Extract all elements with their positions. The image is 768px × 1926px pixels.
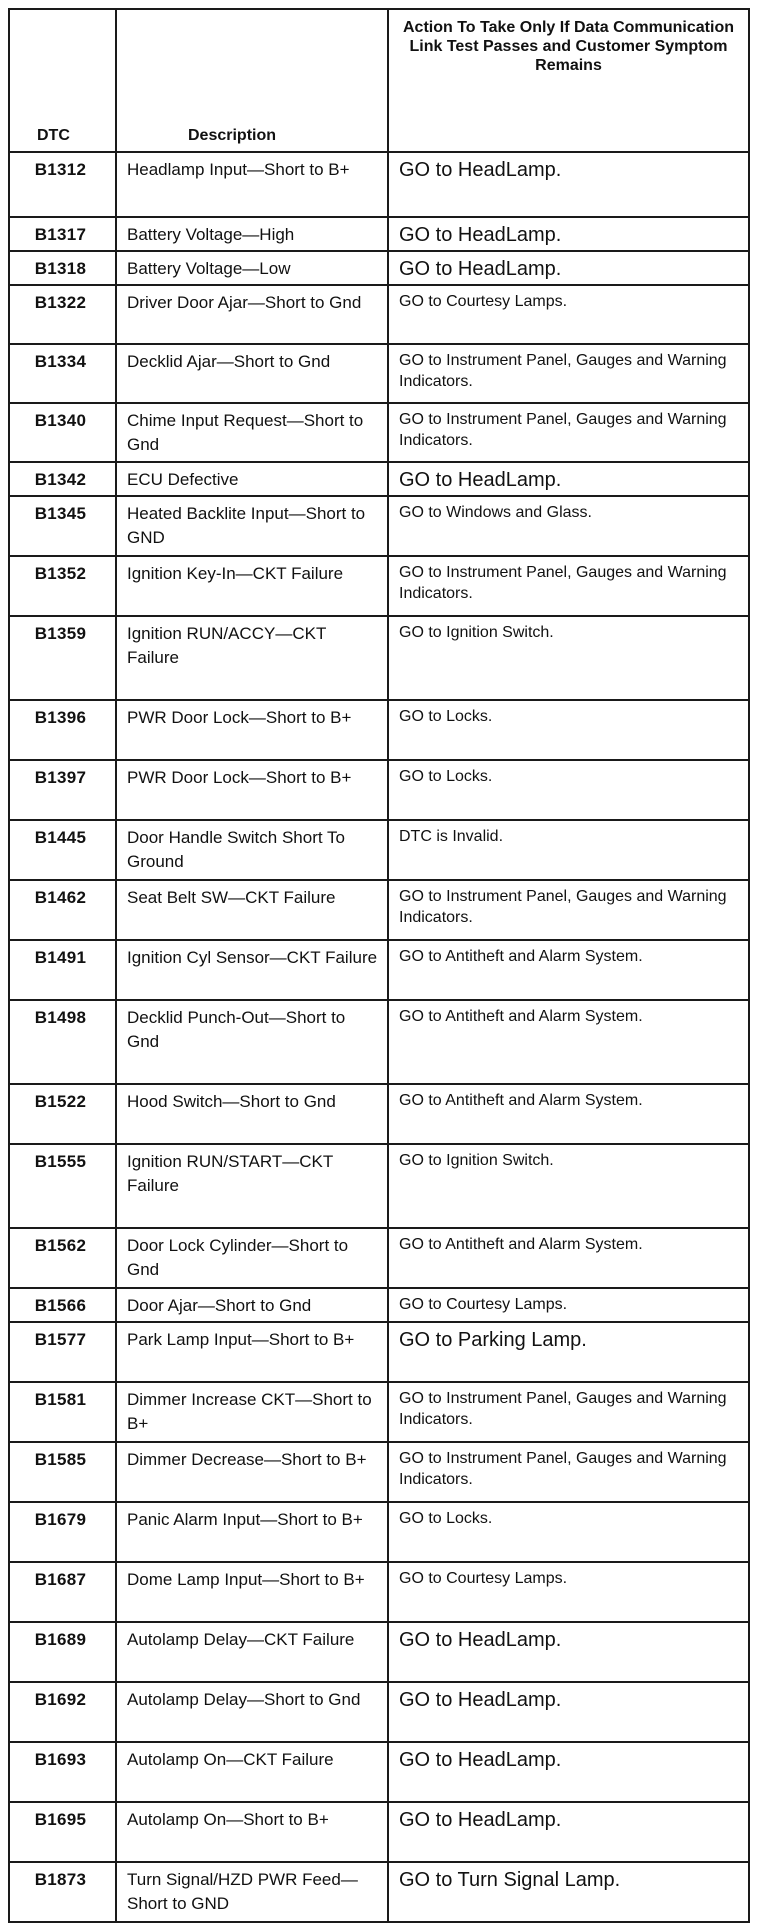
dtc-code: B1317 <box>9 217 116 251</box>
table-row <box>9 1562 749 1622</box>
dtc-table <box>8 8 750 1923</box>
action-cell: GO to Locks. <box>388 1502 749 1562</box>
table-row <box>9 251 749 285</box>
table-row <box>9 1622 749 1682</box>
table-row <box>9 1742 749 1802</box>
description-cell: PWR Door Lock—Short to B+ <box>116 700 388 760</box>
dtc-code: B1581 <box>9 1382 116 1442</box>
table-row <box>9 880 749 940</box>
dtc-code: B1340 <box>9 403 116 462</box>
table-row <box>9 1000 749 1084</box>
dtc-code: B1397 <box>9 760 116 820</box>
dtc-code: B1312 <box>9 152 116 217</box>
action-cell: DTC is Invalid. <box>388 820 749 880</box>
action-cell: GO to HeadLamp. <box>388 1802 749 1862</box>
dtc-code: B1873 <box>9 1862 116 1922</box>
table-row <box>9 1442 749 1502</box>
table-row <box>9 700 749 760</box>
dtc-code: B1462 <box>9 880 116 940</box>
dtc-code: B1692 <box>9 1682 116 1742</box>
dtc-code: B1585 <box>9 1442 116 1502</box>
description-cell: Autolamp On—CKT Failure <box>116 1742 388 1802</box>
description-cell: Autolamp Delay—Short to Gnd <box>116 1682 388 1742</box>
action-cell: GO to Antitheft and Alarm System. <box>388 1084 749 1144</box>
dtc-code: B1491 <box>9 940 116 1000</box>
table-row <box>9 1228 749 1288</box>
dtc-code: B1562 <box>9 1228 116 1288</box>
table-row <box>9 616 749 700</box>
dtc-code: B1359 <box>9 616 116 700</box>
table-row <box>9 1288 749 1322</box>
description-cell: Door Lock Cylinder—Short to Gnd <box>116 1228 388 1288</box>
header-row <box>9 9 749 152</box>
dtc-code: B1322 <box>9 285 116 344</box>
action-cell: GO to Instrument Panel, Gauges and Warning Indicators. <box>388 344 749 403</box>
action-cell: GO to HeadLamp. <box>388 251 749 285</box>
description-cell: Door Handle Switch Short To Ground <box>116 820 388 880</box>
action-cell: GO to Instrument Panel, Gauges and Warning Indicators. <box>388 1382 749 1442</box>
action-cell: GO to Turn Signal Lamp. <box>388 1862 749 1922</box>
table-row <box>9 1682 749 1742</box>
dtc-code: B1334 <box>9 344 116 403</box>
table-row <box>9 217 749 251</box>
description-cell: Chime Input Request—Short to Gnd <box>116 403 388 462</box>
description-cell: Seat Belt SW—CKT Failure <box>116 880 388 940</box>
description-cell: PWR Door Lock—Short to B+ <box>116 760 388 820</box>
description-cell: Driver Door Ajar—Short to Gnd <box>116 285 388 344</box>
table-row <box>9 1802 749 1862</box>
dtc-code: B1693 <box>9 1742 116 1802</box>
description-cell: ECU Defective <box>116 462 388 496</box>
action-cell: GO to HeadLamp. <box>388 217 749 251</box>
dtc-code: B1566 <box>9 1288 116 1322</box>
description-cell: Ignition RUN/ACCY—CKT Failure <box>116 616 388 700</box>
description-cell: Door Ajar—Short to Gnd <box>116 1288 388 1322</box>
description-cell: Autolamp Delay—CKT Failure <box>116 1622 388 1682</box>
description-cell: Park Lamp Input—Short to B+ <box>116 1322 388 1382</box>
action-cell: GO to HeadLamp. <box>388 1682 749 1742</box>
dtc-code: B1687 <box>9 1562 116 1622</box>
action-cell: GO to Instrument Panel, Gauges and Warning Indicators. <box>388 1442 749 1502</box>
action-cell: GO to Windows and Glass. <box>388 496 749 556</box>
action-cell: GO to Courtesy Lamps. <box>388 285 749 344</box>
table-row <box>9 1502 749 1562</box>
dtc-code: B1498 <box>9 1000 116 1084</box>
table-row <box>9 556 749 616</box>
dtc-code: B1342 <box>9 462 116 496</box>
table-row <box>9 1322 749 1382</box>
dtc-code: B1352 <box>9 556 116 616</box>
description-cell: Ignition RUN/START—CKT Failure <box>116 1144 388 1228</box>
table-body <box>9 152 749 1922</box>
action-cell: GO to HeadLamp. <box>388 462 749 496</box>
description-cell: Battery Voltage—High <box>116 217 388 251</box>
action-cell: GO to Ignition Switch. <box>388 616 749 700</box>
action-cell: GO to Antitheft and Alarm System. <box>388 1228 749 1288</box>
description-cell: Decklid Punch-Out—Short to Gnd <box>116 1000 388 1084</box>
dtc-code: B1345 <box>9 496 116 556</box>
dtc-code: B1555 <box>9 1144 116 1228</box>
description-cell: Headlamp Input—Short to B+ <box>116 152 388 217</box>
action-cell: GO to Locks. <box>388 760 749 820</box>
table-row <box>9 496 749 556</box>
description-cell: Dome Lamp Input—Short to B+ <box>116 1562 388 1622</box>
table-row <box>9 152 749 217</box>
description-cell: Ignition Cyl Sensor—CKT Failure <box>116 940 388 1000</box>
dtc-code: B1522 <box>9 1084 116 1144</box>
description-cell: Dimmer Decrease—Short to B+ <box>116 1442 388 1502</box>
description-cell: Autolamp On—Short to B+ <box>116 1802 388 1862</box>
action-cell: GO to Courtesy Lamps. <box>388 1562 749 1622</box>
table-row <box>9 1144 749 1228</box>
dtc-code: B1577 <box>9 1322 116 1382</box>
table-row <box>9 760 749 820</box>
table-row <box>9 1084 749 1144</box>
action-cell: GO to Courtesy Lamps. <box>388 1288 749 1322</box>
table-row <box>9 1862 749 1922</box>
description-cell: Dimmer Increase CKT—Short to B+ <box>116 1382 388 1442</box>
header-action: Action To Take Only If Data Communication Link Test Passes and Customer Symptom Remains <box>388 9 749 152</box>
action-cell: GO to Locks. <box>388 700 749 760</box>
description-cell: Panic Alarm Input—Short to B+ <box>116 1502 388 1562</box>
table-row <box>9 462 749 496</box>
table-row <box>9 820 749 880</box>
description-cell: Ignition Key-In—CKT Failure <box>116 556 388 616</box>
action-cell: GO to Instrument Panel, Gauges and Warning Indicators. <box>388 880 749 940</box>
description-cell: Decklid Ajar—Short to Gnd <box>116 344 388 403</box>
description-cell: Hood Switch—Short to Gnd <box>116 1084 388 1144</box>
dtc-code: B1689 <box>9 1622 116 1682</box>
dtc-code: B1396 <box>9 700 116 760</box>
action-cell: GO to Antitheft and Alarm System. <box>388 940 749 1000</box>
description-cell: Turn Signal/HZD PWR Feed—Short to GND <box>116 1862 388 1922</box>
action-cell: GO to Antitheft and Alarm System. <box>388 1000 749 1084</box>
action-cell: GO to Ignition Switch. <box>388 1144 749 1228</box>
table-row <box>9 403 749 462</box>
action-cell: GO to HeadLamp. <box>388 1742 749 1802</box>
action-cell: GO to Instrument Panel, Gauges and Warning Indicators. <box>388 556 749 616</box>
action-cell: GO to HeadLamp. <box>388 1622 749 1682</box>
table-row <box>9 344 749 403</box>
action-cell: GO to Instrument Panel, Gauges and Warning Indicators. <box>388 403 749 462</box>
dtc-code: B1318 <box>9 251 116 285</box>
table-row <box>9 285 749 344</box>
header-description: Description <box>116 9 388 152</box>
dtc-code: B1679 <box>9 1502 116 1562</box>
table-row <box>9 940 749 1000</box>
table-row <box>9 1382 749 1442</box>
description-cell: Battery Voltage—Low <box>116 251 388 285</box>
action-cell: GO to Parking Lamp. <box>388 1322 749 1382</box>
dtc-code: B1445 <box>9 820 116 880</box>
header-dtc: DTC <box>9 9 116 152</box>
dtc-code: B1695 <box>9 1802 116 1862</box>
action-cell: GO to HeadLamp. <box>388 152 749 217</box>
description-cell: Heated Backlite Input—Short to GND <box>116 496 388 556</box>
